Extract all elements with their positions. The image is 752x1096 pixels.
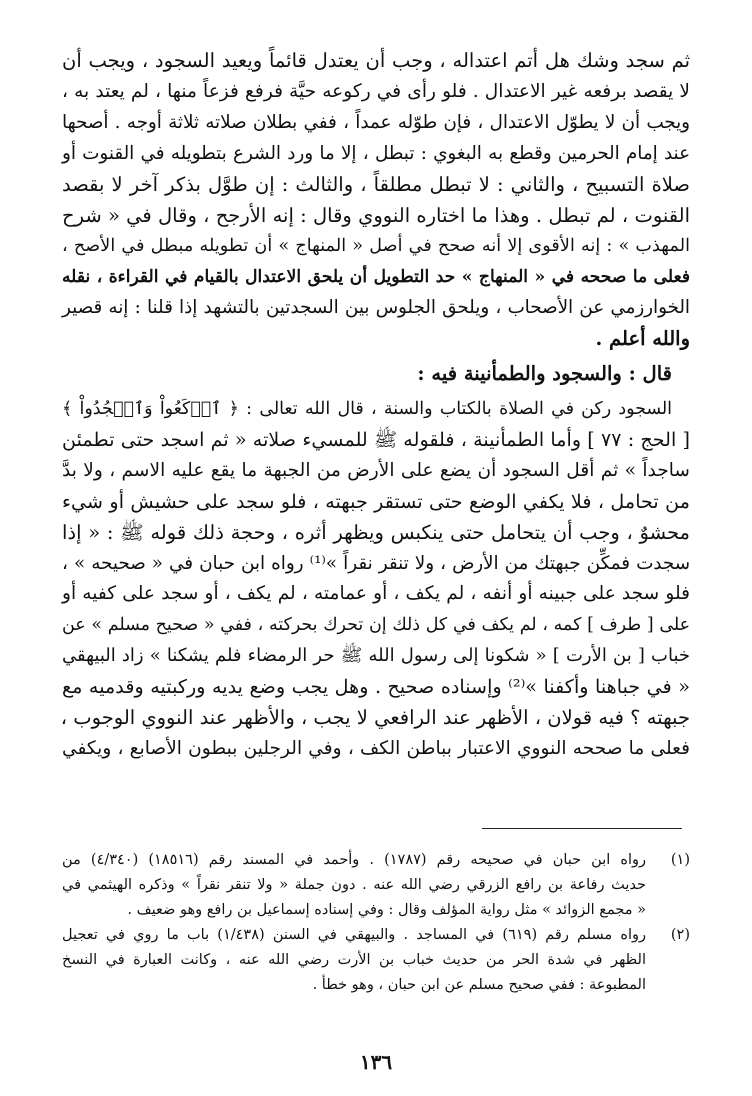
footnote-1 [62,848,690,923]
main-text [62,46,690,765]
footnote-line: رواه ابن حبان في صحيحه رقم (١٧٨٧) . وأحمد في المسند رقم (١٨٥١٦) (٤/٣٤٠) من [62,852,646,868]
text-line: صلاة التسبيح ، والثاني : لا تبطل مطلقاً ، والثالث : إن طوَّل بذكر آخر لا بقصد [62,172,690,196]
body-paragraph [62,394,690,765]
text-line: جبهته ؟ فيه قولان ، الأظهر عند الرافعي لا يجب ، والأظهر عند النووي الوجوب ، [60,706,690,730]
footnote-line: الظهر في شدة الحر من حديث خباب بن الأرت رضي الله عنه ، وكانت العبارة في النسخ [62,952,646,968]
text-line: السجود ركن في الصلاة بالكتاب والسنة ، قال الله تعالى : ﴿ ٱرۡكَعُواْ وَٱسۡجُدُواْ ﴾ [62,398,672,419]
footnote-number: (١) [670,852,690,868]
text-line: ثم سجد وشك هل أتم اعتداله ، وجب أن يعتدل قائماً ويعيد السجود ، ويجب أن [62,49,690,72]
text-line: والله أعلم . [595,327,690,351]
footnote-line: حديث رفاعة بن رافع الزرقي رضي الله عنه . دون جملة « ولا تنقر نقراً » وذكره الهيثمي في [62,877,646,893]
text-line: فعلى ما صححه النووي الاعتبار بباطن الكف ، وفي الرجلين ببطون الأصابع ، ويكفي [62,737,690,759]
footnote-line: « مجمع الزوائد » مثل رواية المؤلف وقال : وفي إسناده إسماعيل بن رافع وهو ضعيف . [127,902,646,918]
page-number: ١٣٦ [359,1050,393,1074]
text-line: سجدت فمكِّن جبهتك من الأرض ، ولا تنقر نقراً »⁽¹⁾ رواه ابن حبان في « صحيحه » ، [62,552,690,574]
footnote-number: (٢) [670,927,690,943]
text-line: القنوت ، لم تبطل . وهذا ما اختاره النووي وقال : إنه الأرجح ، وقال في « شرح [62,203,690,227]
text-line: لا يقصد برفعه غير الاعتدال . فلو رأى في ركوعه حيَّة فرفع فزعاً منها ، لم يعتد به ، [62,80,690,102]
text-line: من تحامل ، فلا يكفي الوضع حتى تستقر جبهته ، فلو سجد على حشيش أو شيء [62,489,690,513]
footnote-divider [482,828,682,829]
text-line: [ الحج : ٧٧ ] وأما الطمأنينة ، فلقوله ﷺ للمسيء صلاته « ثم اسجد حتى تطمئن [62,427,690,451]
text-line: ساجداً » ثم أقل السجود أن يضع على الأرض من الجبهة ما يقع عليه الاسم ، ولا بدَّ [62,459,690,481]
text-line: ويجب أن لا يطوّل الاعتدال ، فإن طوّله عمداً ، ففي بطلان صلاته ثلاثة أوجه . أصحها [62,111,690,133]
text-line: عند إمام الحرمين وقطع به البغوي : تبطل ، إلا ما ورد الشرع بتطويله في القنوت أو [62,142,690,164]
text-line: الخوارزمي عن الأصحاب ، ويلحق الجلوس بين السجدتين بالتشهد إذا قلنا : إنه قصير [62,297,690,319]
text-line: « في جباهنا وأكفنا »⁽²⁾ وإسناده صحيح . وهل يجب وضع يديه وركبتيه وقدميه مع [62,675,690,699]
text-line: على [ طرف ] كمه ، لم يكف في كل ذلك إن تحرك بحركته ، ففي « صحيح مسلم » عن [62,615,690,636]
footnote-line: رواه مسلم رقم (٦١٩) في المساجد . والبيهقي في السنن (١/٤٣٨) باب ما روي في تعجيل [62,927,646,943]
text-line: المهذب » : إنه الأقوى إلا أنه صحح في أصل « المنهاج » أن تطويله مبطل في الأصح ، [62,236,690,257]
text-line: فلو سجد على جبينه أو أنفه ، لم يكف ، أو عمامته ، لم يكف ، أو سجد على كفيه أو [62,583,690,605]
footnote-2 [62,923,690,998]
text-line: محشوٌ ، وجب أن يتحامل حتى ينكبس ويظهر أثره ، وحجة ذلك قوله ﷺ : « إذا [62,520,690,544]
footnote-line: المطبوعة : ففي صحيح مسلم عن ابن حبان ، وهو خطأ . [312,977,646,993]
text-line: فعلى ما صححه في « المنهاج » حد التطويل أن يلحق الاعتدال بالقيام في القراءة ، نقله [62,267,690,288]
section-heading: قال : والسجود والطمأنينة فيه : [417,362,672,386]
opening-paragraph [62,46,690,355]
text-line: خباب [ بن الأرت ] « شكونا إلى رسول الله ﷺ حر الرمضاء فلم يشكنا » زاد البيهقي [62,645,690,667]
footnotes [62,848,690,998]
